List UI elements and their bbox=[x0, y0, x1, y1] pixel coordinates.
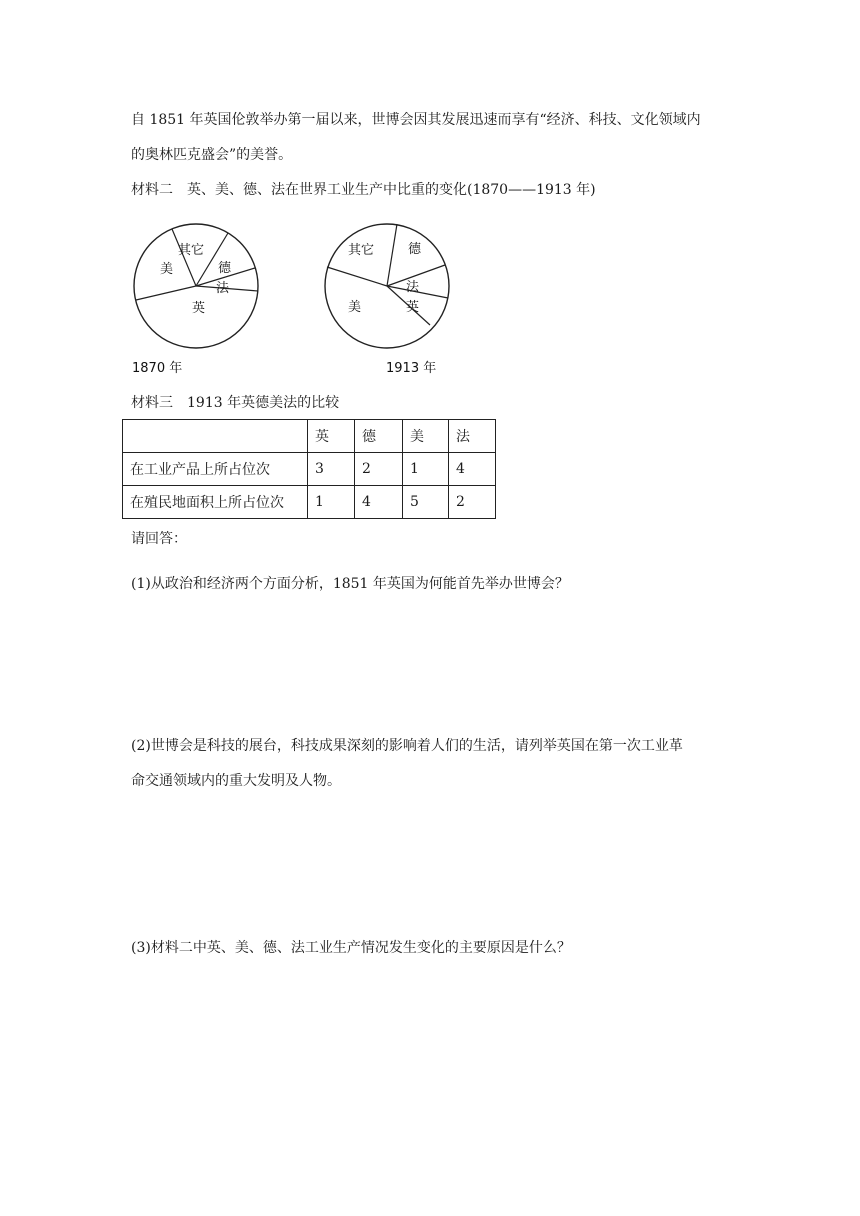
question-1: (1)从政治和经济两个方面分析，1851 年英国为何能首先举办世博会？ bbox=[131, 576, 569, 592]
pie-1913-label-france: 法 bbox=[406, 280, 420, 295]
pie-1870-label-france: 法 bbox=[216, 281, 230, 296]
intro-line-2: 的奥林匹克盛会”的美誉。 bbox=[131, 147, 293, 163]
pie-1913 bbox=[325, 224, 449, 376]
table-cell: 在殖民地面积上所占位次 bbox=[123, 486, 308, 519]
table-cell: 2 bbox=[449, 486, 496, 519]
question-2-line-2: 命交通领域内的重大发明及人物。 bbox=[131, 773, 341, 789]
answer-prompt: 请回答： bbox=[131, 531, 187, 547]
pie-1913-label-usa: 美 bbox=[348, 300, 362, 315]
table-cell: 5 bbox=[403, 486, 449, 519]
pie-1913-label-germany: 德 bbox=[408, 242, 422, 257]
pie-1870-caption: 1870 年 bbox=[132, 361, 183, 376]
table-cell: 2 bbox=[355, 453, 403, 486]
table-cell: 4 bbox=[355, 486, 403, 519]
pie-charts bbox=[124, 214, 464, 384]
pie-1870 bbox=[132, 224, 258, 376]
table-header-cell: 法 bbox=[449, 420, 496, 453]
pie-1913-caption: 1913 年 bbox=[386, 361, 437, 376]
table-cell: 1 bbox=[308, 486, 355, 519]
table-row bbox=[123, 486, 496, 519]
table-row bbox=[123, 453, 496, 486]
question-3: (3)材料二中英、美、德、法工业生产情况发生变化的主要原因是什么？ bbox=[131, 940, 571, 956]
table-header-cell: 英 bbox=[308, 420, 355, 453]
intro-line-1: 自 1851 年英国伦敦举办第一届以来，世博会因其发展迅速而享有“经济、科技、文化领域内 bbox=[131, 112, 701, 128]
table-cell: 在工业产品上所占位次 bbox=[123, 453, 308, 486]
table-cell: 1 bbox=[403, 453, 449, 486]
pie-1870-label-britain: 英 bbox=[192, 301, 206, 316]
pie-1870-label-other: 其它 bbox=[178, 243, 205, 258]
table-header-row bbox=[123, 420, 496, 453]
pie-1870-label-usa: 美 bbox=[160, 262, 174, 277]
table-cell: 4 bbox=[449, 453, 496, 486]
table-header-cell: 德 bbox=[355, 420, 403, 453]
question-2-line-1: (2)世博会是科技的展台，科技成果深刻的影响着人们的生活，请列举英国在第一次工业革 bbox=[131, 738, 683, 754]
pie-1870-label-germany: 德 bbox=[218, 261, 232, 276]
pie-1913-label-other: 其它 bbox=[348, 243, 375, 258]
comparison-table bbox=[122, 419, 496, 519]
material-three-title: 材料三 1913 年英德美法的比较 bbox=[131, 395, 340, 411]
table-cell: 3 bbox=[308, 453, 355, 486]
pie-1913-label-britain: 英 bbox=[406, 300, 420, 315]
table-header-cell bbox=[123, 420, 308, 453]
table-header-cell: 美 bbox=[403, 420, 449, 453]
material-two-title: 材料二 英、美、德、法在世界工业生产中比重的变化(1870——1913 年) bbox=[131, 182, 596, 198]
